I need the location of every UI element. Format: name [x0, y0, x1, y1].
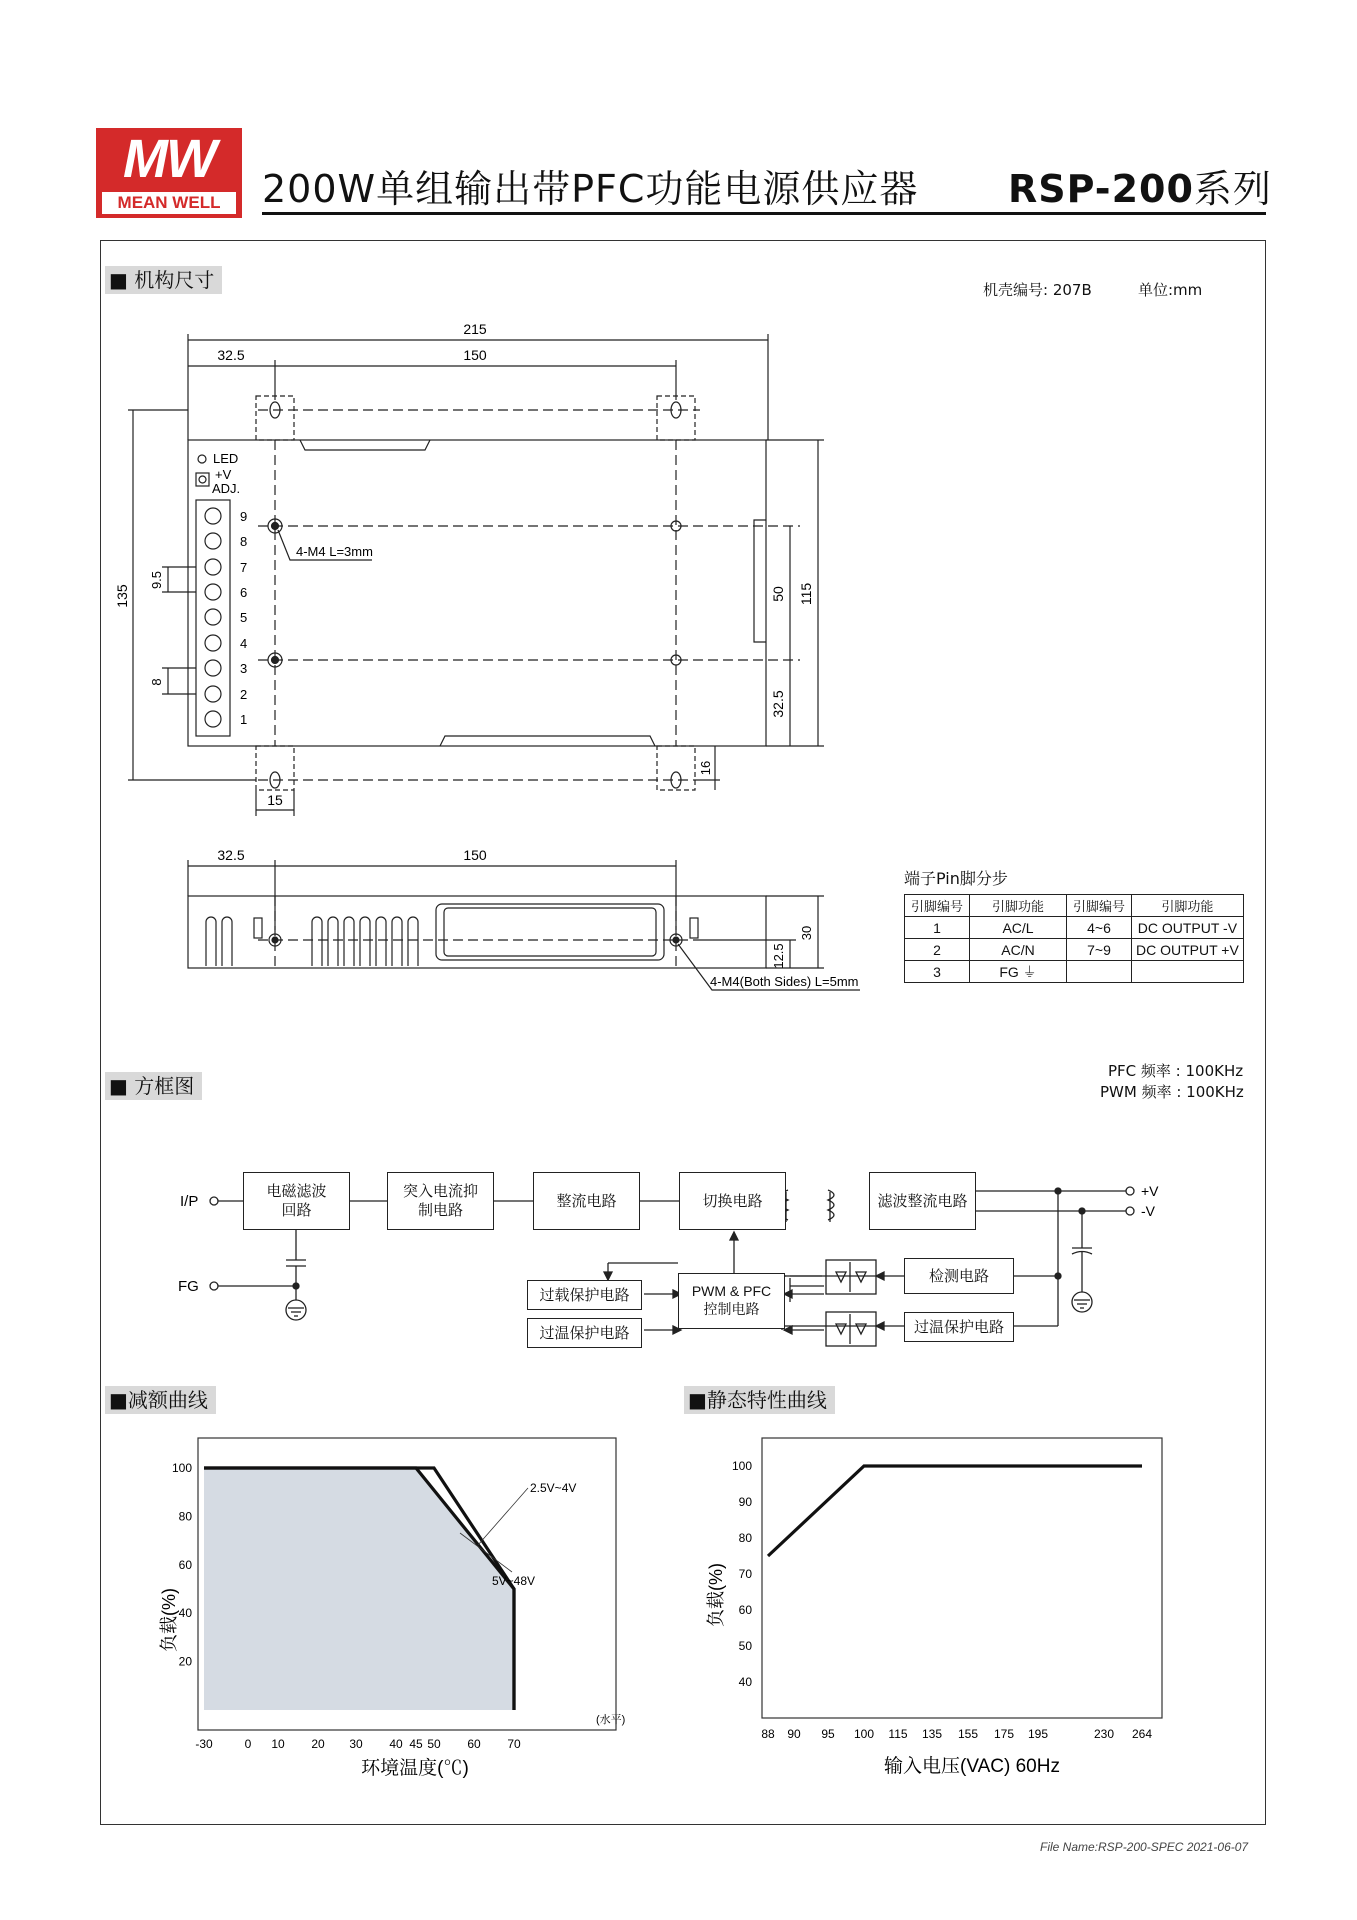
- table-cell: FG ⏚: [970, 961, 1067, 983]
- terminal-screws: [205, 508, 221, 727]
- emi-filter-label: 电磁滤波回路: [266, 1182, 327, 1219]
- pwm-pfc-sub-label: 控制电路: [703, 1302, 760, 1318]
- static-x-tick-label: 230: [1093, 1727, 1115, 1741]
- table-cell: 7~9: [1067, 939, 1132, 961]
- derating-label-leader: [478, 1488, 528, 1545]
- dim-side-30: 30: [799, 925, 814, 941]
- dim-50: 50: [770, 586, 786, 602]
- static-y-tick-label: 80: [738, 1531, 752, 1545]
- dim-8: 8: [149, 678, 164, 686]
- static-y-tick-label: 70: [738, 1567, 752, 1581]
- inrush-limiter-block: [387, 1172, 494, 1230]
- screw-note-top: 4-M4 L=3mm: [296, 544, 373, 559]
- static-x-tick-label: 264: [1131, 1727, 1153, 1741]
- unit-label: 单位:mm: [1138, 281, 1203, 299]
- table-cell: AC/L: [970, 917, 1067, 939]
- derating-series-label-5v-48v: 5V~48V: [492, 1574, 536, 1588]
- dim-16: 16: [698, 760, 713, 776]
- dim-115: 115: [798, 582, 814, 606]
- derating-y-tick-label: 100: [171, 1461, 192, 1475]
- mechanical-section-heading: ■ 机构尺寸: [105, 266, 222, 294]
- brand-logo-letters: MW: [123, 129, 215, 189]
- derating-y-tick-label: 20: [178, 1654, 192, 1669]
- output-positive-label: +V: [1141, 1183, 1159, 1199]
- derating-y-tick-label: 60: [178, 1557, 192, 1572]
- dim-side-150: 150: [463, 847, 487, 863]
- terminal-number: 6: [240, 585, 248, 600]
- derating-x-tick-label: 60: [467, 1737, 481, 1751]
- pin-header: 引脚功能: [970, 895, 1067, 917]
- static-section-title: 静态特性曲线: [706, 1388, 827, 1412]
- static-xlabel: 输入电压(VAC) 60Hz: [884, 1756, 1060, 1777]
- derating-section-heading: ■减额曲线: [105, 1386, 216, 1414]
- pin-header: 引脚功能: [1132, 895, 1244, 917]
- static-x-tick-label: 90: [787, 1727, 801, 1741]
- derating-x-tick-label: 70: [507, 1737, 521, 1751]
- block-diagram-section-title: 方框图: [134, 1074, 195, 1098]
- derating-x-tick-label: 40: [389, 1737, 403, 1751]
- dim-32-5-top: 32.5: [217, 347, 245, 363]
- mechanical-section-title: 机构尺寸: [134, 268, 215, 292]
- filter-rectifier-label: 滤波整流电路: [877, 1191, 968, 1210]
- terminal-number: 3: [240, 661, 248, 676]
- static-x-tick-label: 135: [921, 1727, 943, 1741]
- derating-xlabel: 环境温度(℃): [361, 1758, 469, 1779]
- brand-name: MEAN WELL: [102, 192, 236, 214]
- led-label: LED: [213, 451, 239, 466]
- derating-x-tick-label: 10: [271, 1737, 285, 1751]
- table-cell: DC OUTPUT -V: [1132, 917, 1244, 939]
- terminal-number: 5: [240, 610, 248, 625]
- static-x-tick-label: 95: [821, 1727, 835, 1741]
- table-cell: 1: [905, 917, 970, 939]
- table-row: [905, 917, 1244, 939]
- derating-x-tick-label: 50: [427, 1737, 441, 1751]
- static-x-tick-label: 115: [888, 1727, 908, 1741]
- static-chart: [690, 1420, 1190, 1790]
- derating-x-tick-label: 20: [311, 1737, 325, 1751]
- derating-x-unit-note: (水平): [596, 1714, 626, 1726]
- pfc-frequency: PFC 频率 : 100KHz: [1108, 1062, 1244, 1080]
- emi-filter-block: [243, 1172, 350, 1230]
- adj-label-1: +V: [215, 467, 232, 482]
- static-y-tick-label: 90: [738, 1495, 752, 1509]
- derating-section-title: 减额曲线: [127, 1388, 208, 1412]
- static-x-tick-label: 88: [761, 1727, 775, 1741]
- series-suffix: 系列: [1193, 167, 1272, 211]
- static-plot-frame: [762, 1438, 1162, 1718]
- document-title: 200W单组输出带PFC功能电源供应器: [262, 167, 919, 211]
- footer-file-name: File Name:RSP-200-SPEC 2021-06-07: [1040, 1840, 1249, 1854]
- dim-32-5-right: 32.5: [770, 690, 786, 718]
- dim-9-5: 9.5: [149, 570, 164, 590]
- terminal-number: 7: [240, 560, 248, 575]
- table-cell: DC OUTPUT +V: [1132, 939, 1244, 961]
- derating-y-tick-label: 40: [178, 1606, 192, 1621]
- pin-table-caption: 端子Pin脚分步: [904, 869, 1008, 888]
- table-cell: [1132, 961, 1244, 983]
- overtemp-protection-left-block: [527, 1318, 642, 1348]
- pwm-pfc-control-block: [678, 1273, 785, 1329]
- switching-label: 切换电路: [702, 1191, 763, 1210]
- overtemp-protection-left-label: 过温保护电路: [539, 1323, 630, 1342]
- static-y-tick-label: 100: [731, 1459, 752, 1473]
- terminal-number: 1: [240, 712, 248, 727]
- static-series-line: [768, 1466, 1142, 1556]
- static-y-tick-label: 50: [738, 1639, 752, 1653]
- pin-header: 引脚编号: [905, 895, 970, 917]
- terminal-number: 9: [240, 509, 248, 524]
- terminal-number: 8: [240, 534, 248, 549]
- overload-protection-block: [527, 1280, 642, 1310]
- static-x-tick-label: 195: [1027, 1727, 1049, 1741]
- static-y-tick-label: 40: [738, 1675, 752, 1689]
- fg-label: FG: [178, 1278, 199, 1295]
- dim-150-top: 150: [463, 347, 487, 363]
- derating-x-tick-label: -30: [195, 1737, 213, 1751]
- dim-215: 215: [463, 321, 487, 337]
- pin-table: [904, 894, 1244, 983]
- derating-x-tick-label: 0: [244, 1737, 252, 1751]
- switching-block: [679, 1172, 786, 1230]
- overtemp-protection-right-label: 过温保护电路: [913, 1317, 1004, 1336]
- derating-ylabel: 负载(%): [159, 1588, 179, 1652]
- overload-protection-label: 过载保护电路: [539, 1285, 630, 1304]
- pin-header: 引脚编号: [1067, 895, 1132, 917]
- static-x-tick-label: 175: [993, 1727, 1015, 1741]
- static-y-tick-label: 60: [738, 1603, 752, 1617]
- derating-series-label-2-5v-4v: 2.5V~4V: [530, 1481, 577, 1495]
- derating-y-tick-label: 80: [178, 1509, 192, 1524]
- detection-label: 检测电路: [928, 1266, 989, 1285]
- table-row: [905, 939, 1244, 961]
- dim-side-12-5: 12.5: [771, 943, 786, 969]
- derating-chart: [120, 1420, 660, 1790]
- dim-15: 15: [267, 792, 283, 808]
- table-cell: AC/N: [970, 939, 1067, 961]
- screw-note-side: 4-M4(Both Sides) L=5mm: [710, 974, 859, 989]
- table-cell: 2: [905, 939, 970, 961]
- overtemp-protection-right-block: [904, 1312, 1014, 1342]
- inrush-limiter-label: 突入电流抑制电路: [402, 1182, 478, 1219]
- static-section-heading: ■静态特性曲线: [684, 1386, 835, 1414]
- static-x-tick-label: 155: [957, 1727, 979, 1741]
- derating-x-tick-label: 30: [349, 1737, 363, 1751]
- dim-135: 135: [114, 584, 130, 608]
- terminal-number: 4: [240, 636, 248, 651]
- dim-side-32-5: 32.5: [217, 847, 245, 863]
- block-diagram-section-heading: ■ 方框图: [105, 1072, 202, 1100]
- ip-label: I/P: [180, 1193, 199, 1210]
- static-ylabel: 负载(%): [706, 1563, 726, 1627]
- table-cell: 4~6: [1067, 917, 1132, 939]
- detection-block: [904, 1258, 1014, 1294]
- table-row: [905, 961, 1244, 983]
- pwm-pfc-label: PWM & PFC: [691, 1283, 772, 1299]
- output-negative-label: -V: [1141, 1203, 1155, 1219]
- derating-x-tick-label: 45: [409, 1737, 423, 1751]
- derating-area-fill: [204, 1468, 514, 1710]
- pwm-frequency: PWM 频率 : 100KHz: [1100, 1083, 1244, 1101]
- filter-rectifier-block: [869, 1172, 976, 1230]
- case-number: 机壳编号: 207B: [983, 281, 1092, 299]
- rectifier-block: [533, 1172, 640, 1230]
- table-cell: 3: [905, 961, 970, 983]
- adj-label-2: ADJ.: [212, 481, 241, 496]
- rectifier-label: 整流电路: [556, 1191, 617, 1210]
- vent-slots: [206, 917, 418, 966]
- series-model: RSP-200: [1008, 167, 1194, 211]
- static-x-tick-label: 100: [853, 1727, 875, 1741]
- pin-table-header-row: [905, 895, 1244, 917]
- table-cell: [1067, 961, 1132, 983]
- terminal-number: 2: [240, 687, 248, 702]
